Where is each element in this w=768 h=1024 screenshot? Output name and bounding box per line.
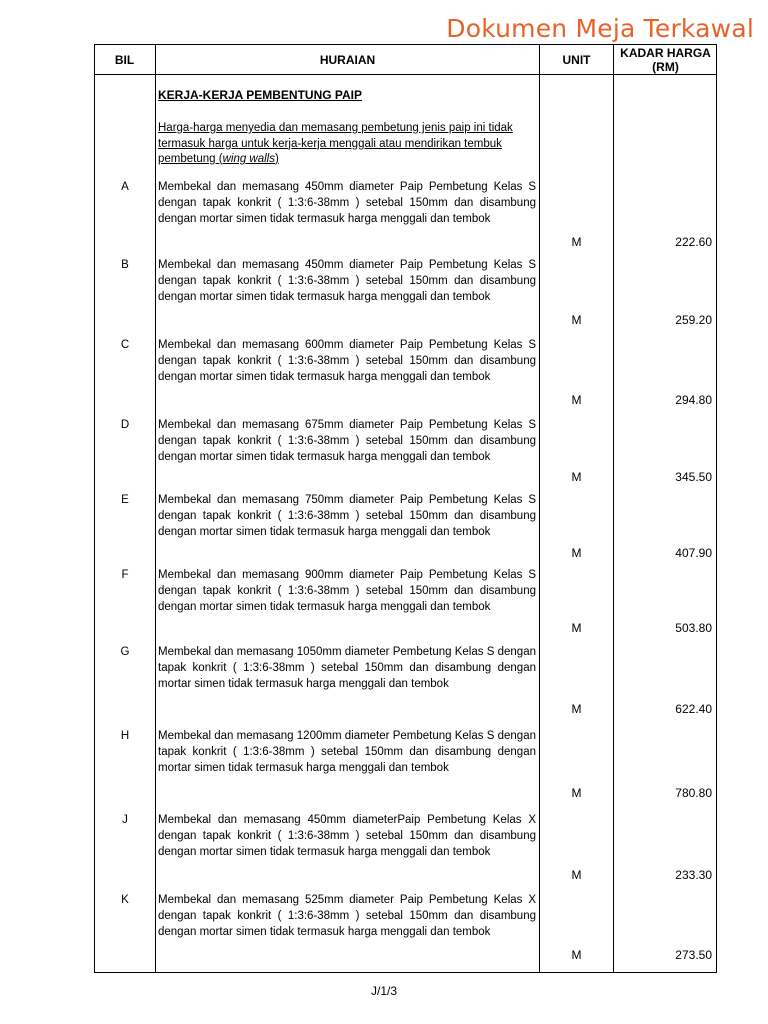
table-row [0, 180, 768, 260]
item-code: D [120, 419, 130, 431]
header-bil: BIL [114, 52, 135, 67]
item-code: J [122, 814, 128, 826]
header-unit: UNIT [562, 52, 591, 67]
item-rate: 273.50 [675, 948, 712, 962]
item-rate: 407.90 [675, 546, 712, 560]
item-description: Membekal dan memasang 1200mm diameter Pembetung Kelas S dengan tapak konkrit ( 1:3:6-38mm ) setebal 150mm dan disambung dengan mortar simen tidak termasuk harga menggali dan tembok [158, 730, 536, 774]
header-huraian: HURAIAN [319, 52, 376, 67]
table-row [0, 729, 768, 809]
item-description: Membekal dan memasang 675mm diameter Paip Pembetung Kelas S dengan tapak konkrit ( 1:3:6-38mm ) setebal 150mm dan disambung dengan mortar simen tidak termasuk harga menggali dan tembok [158, 419, 536, 463]
note-end: ) [275, 153, 279, 165]
item-description: Membekal dan memasang 450mm diameter Paip Pembetung Kelas S dengan tapak konkrit ( 1:3:6-38mm ) setebal 150mm dan disambung dengan mortar simen tidak termasuk harga menggali dan tembok [158, 181, 536, 225]
item-description: Membekal dan memasang 450mm diameterPaip Pembetung Kelas X dengan tapak konkrit ( 1:3:6-38mm ) setebal 150mm dan disambung dengan mortar simen tidak termasuk harga menggali dan tembok [158, 814, 536, 858]
item-rate: 233.30 [675, 868, 712, 882]
item-unit: M [571, 546, 582, 560]
item-unit: M [571, 702, 582, 716]
header-rate: KADAR HARGA (RM) [620, 45, 711, 74]
item-unit: M [571, 786, 582, 800]
item-description: Membekal dan memasang 450mm diameter Paip Pembetung Kelas S dengan tapak konkrit ( 1:3:6-38mm ) setebal 150mm dan disambung dengan mortar simen tidak termasuk harga menggali dan tembok [158, 259, 536, 303]
note-paragraph [158, 121, 540, 168]
item-description: Membekal dan memasang 750mm diameter Paip Pembetung Kelas S dengan tapak konkrit ( 1:3:6-38mm ) setebal 150mm dan disambung dengan mortar simen tidak termasuk harga menggali dan tembok [158, 494, 536, 538]
item-code: C [120, 339, 130, 351]
item-code: E [121, 494, 129, 506]
item-rate: 259.20 [675, 313, 712, 327]
item-rate: 622.40 [675, 702, 712, 716]
item-rate: 780.80 [675, 786, 712, 800]
table-row [0, 893, 768, 973]
table-row [0, 418, 768, 498]
item-code: G [120, 646, 130, 658]
item-description: Membekal dan memasang 525mm diameter Paip Pembetung Kelas X dengan tapak konkrit ( 1:3:6-38mm ) setebal 150mm dan disambung dengan mortar simen tidak termasuk harga menggali dan tembok [158, 894, 536, 938]
note-text: Harga-harga menyedia dan memasang pembetung jenis paip ini tidak termasuk harga untuk kerja-kerja menggali atau mendirikan tembuk pembetung ( [158, 122, 513, 165]
table-row [0, 568, 768, 648]
table-row [0, 338, 768, 418]
note-italic: wing walls [222, 153, 275, 165]
item-unit: M [571, 313, 582, 327]
item-rate: 503.80 [675, 621, 712, 635]
item-unit: M [571, 235, 582, 249]
watermark-text: Dokumen Meja Terkawal [446, 14, 754, 43]
item-unit: M [571, 868, 582, 882]
page-number: J/1/3 [370, 984, 397, 998]
item-rate: 222.60 [675, 235, 712, 249]
table-row [0, 813, 768, 893]
item-description: Membekal dan memasang 900mm diameter Paip Pembetung Kelas S dengan tapak konkrit ( 1:3:6-38mm ) setebal 150mm dan disambung dengan mortar simen tidak termasuk harga menggali dan tembok [158, 569, 536, 613]
item-unit: M [571, 621, 582, 635]
item-code: B [121, 259, 129, 271]
table-row [0, 258, 768, 338]
item-rate: 294.80 [675, 393, 712, 407]
item-description: Membekal dan memasang 600mm diameter Paip Pembetung Kelas S dengan tapak konkrit ( 1:3:6-38mm ) setebal 150mm dan disambung dengan mortar simen tidak termasuk harga menggali dan tembok [158, 339, 536, 383]
table-row [0, 493, 768, 573]
item-code: A [121, 181, 129, 193]
table-row [0, 645, 768, 725]
item-code: H [120, 730, 130, 742]
item-description: Membekal dan memasang 1050mm diameter Pembetung Kelas S dengan tapak konkrit ( 1:3:6-38mm ) setebal 150mm dan disambung dengan mortar simen tidak termasuk harga menggali dan tembok [158, 646, 536, 690]
item-code: K [121, 894, 129, 906]
item-unit: M [571, 393, 582, 407]
item-rate: 345.50 [675, 470, 712, 484]
item-unit: M [571, 470, 582, 484]
item-unit: M [571, 948, 582, 962]
item-code: F [121, 569, 129, 581]
section-title: KERJA-KERJA PEMBENTUNG PAIP [158, 88, 363, 102]
